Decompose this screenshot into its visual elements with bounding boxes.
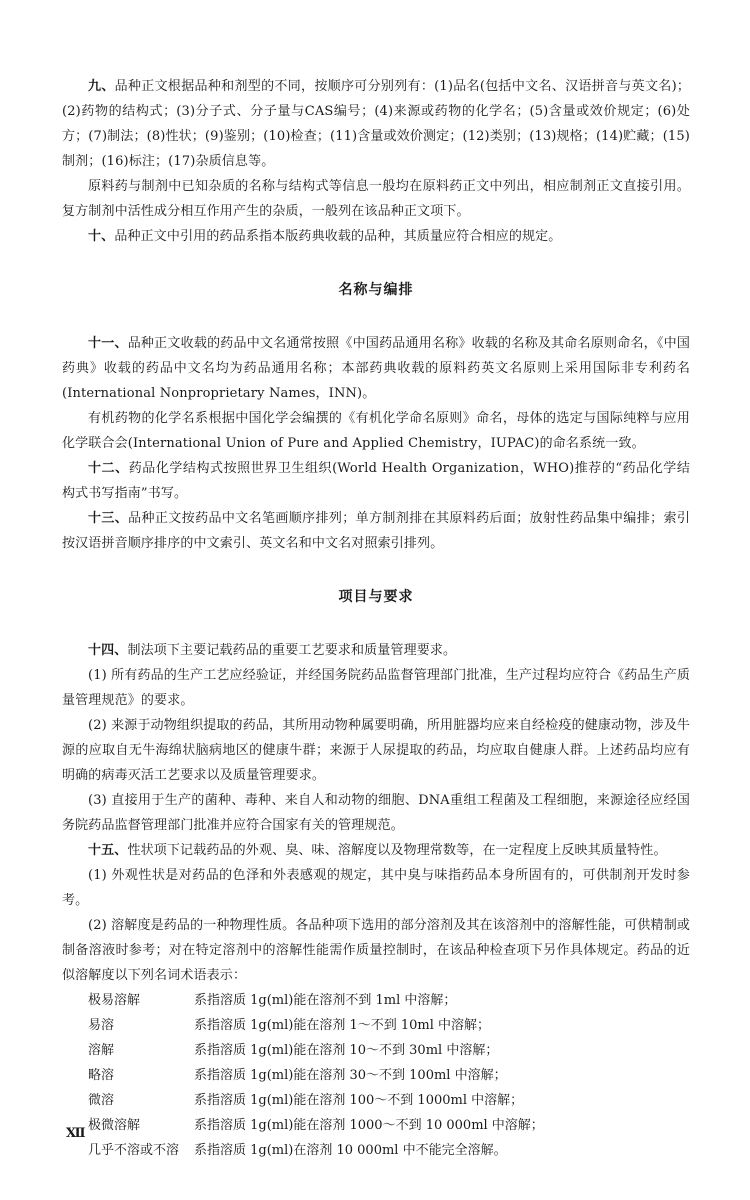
term-row [88, 1138, 690, 1163]
paragraph-impurity-info [62, 174, 690, 224]
paragraph-15 [62, 838, 690, 863]
term-row [88, 1113, 690, 1138]
paragraph-text: 品种正文收载的药品中文名通常按照《中国药品通用名称》收载的名称及其命名原则命名，《中国药典》收载的药品中文名均为药品通用名称；本部药典收载的原料药英文名原则上采用国际非专利药名(International Nonproprietary Names，INN)。 [62, 336, 691, 401]
paragraph-13 [62, 506, 690, 556]
term-description: 系指溶质 1g(ml)能在溶剂不到 1ml 中溶解； [194, 993, 457, 1008]
term-label: 略溶 [88, 1068, 115, 1083]
term-label: 易溶 [88, 1018, 115, 1033]
paragraph-text: 性状项下记载药品的外观、臭、味、溶解度以及物理常数等，在一定程度上反映其质量特性。 [127, 843, 667, 858]
clause-number: 十四、 [88, 643, 128, 658]
paragraph-14 [62, 638, 690, 663]
term-description: 系指溶质 1g(ml)能在溶剂 1000～不到 10 000ml 中溶解； [194, 1118, 544, 1133]
paragraph-15-item-2 [62, 913, 690, 988]
term-description: 系指溶质 1g(ml)能在溶剂 100～不到 1000ml 中溶解； [194, 1093, 524, 1108]
term-row [88, 988, 690, 1013]
paragraph-text: (2) 溶解度是药品的一种物理性质。各品种项下选用的部分溶剂及其在该溶剂中的溶解性能，可供精制或制备溶液时参考；对在特定溶剂中的溶解性能需作质量控制时，在该品种检查项下另作具体规定。药品的近似溶解度以下列名词术语表示： [62, 918, 690, 983]
paragraph-9 [62, 74, 690, 174]
paragraph-text: 原料药与制剂中已知杂质的名称与结构式等信息一般均在原料药正文中列出，相应制剂正文直接引用。复方制剂中活性成分相互作用产生的杂质，一般列在该品种正文项下。 [62, 179, 690, 219]
clause-number: 十一、 [88, 336, 128, 351]
term-row [88, 1088, 690, 1113]
term-label: 极易溶解 [88, 993, 141, 1008]
term-row [88, 1063, 690, 1088]
paragraph-14-item-3 [62, 788, 690, 838]
paragraph-12 [62, 456, 690, 506]
term-row [88, 1038, 690, 1063]
clause-number: 十二、 [88, 461, 129, 476]
paragraph-15-item-1 [62, 863, 690, 913]
paragraph-text: (3) 直接用于生产的菌种、毒种、来自人和动物的细胞、DNA重组工程菌及工程细胞，来源途径应经国务院药品监督管理部门批准并应符合国家有关的管理规范。 [62, 793, 690, 833]
paragraph-text: 药品化学结构式按照世界卫生组织(World Health Organization，WHO)推荐的“药品化学结构式书写指南”书写。 [62, 461, 690, 501]
paragraph-text: 品种正文根据品种和剂型的不同，按顺序可分别列有：(1)品名(包括中文名、汉语拼音与英文名)；(2)药物的结构式；(3)分子式、分子量与CAS编号；(4)来源或药物的化学名；(5)含量或效价规定；(6)处方；(7)制法；(8)性状；(9)鉴别；(10)检查；(11)含量或效价测定；(12)类别；(13)规格；(14)贮藏；(15)制剂；(16)标注；(17)杂质信息等。 [62, 79, 690, 169]
term-description: 系指溶质 1g(ml)能在溶剂 10～不到 30ml 中溶解； [194, 1043, 499, 1058]
section-heading-requirements: 项目与要求 [338, 589, 414, 605]
term-label: 极微溶解 [88, 1118, 141, 1133]
term-description: 系指溶质 1g(ml)能在溶剂 1～不到 10ml 中溶解； [194, 1018, 491, 1033]
section-heading-naming: 名称与编排 [338, 282, 414, 298]
clause-number: 十、 [88, 229, 115, 244]
term-label: 微溶 [88, 1093, 115, 1108]
paragraph-text: 品种正文按药品中文名笔画顺序排列；单方制剂排在其原料药后面；放射性药品集中编排；索引按汉语拼音顺序排序的中文索引、英文名和中文名对照索引排列。 [62, 511, 690, 551]
paragraph-text: (1) 外观性状是对药品的色泽和外表感观的规定，其中臭与味指药品本身所固有的，可供制剂开发时参考。 [62, 868, 690, 908]
paragraph-14-item-2 [62, 713, 690, 788]
paragraph-10 [62, 224, 690, 249]
term-row [88, 1013, 690, 1038]
clause-number: 十五、 [88, 843, 128, 858]
page-content [62, 74, 690, 1163]
page-number: Ⅻ [66, 1126, 86, 1141]
term-description: 系指溶质 1g(ml)在溶剂 10 000ml 中不能完全溶解。 [194, 1143, 507, 1158]
clause-number: 九、 [88, 79, 115, 94]
clause-number: 十三、 [88, 511, 129, 526]
paragraph-14-item-1 [62, 663, 690, 713]
term-label: 溶解 [88, 1043, 115, 1058]
paragraph-chemical-name [62, 406, 690, 456]
paragraph-text: (2) 来源于动物组织提取的药品，其所用动物种属要明确，所用脏器均应来自经检疫的健康动物，涉及牛源的应取自无牛海绵状脑病地区的健康牛群；来源于人尿提取的药品，均应取自健康人群。上述药品均应有明确的病毒灭活工艺要求以及质量管理要求。 [62, 718, 690, 783]
paragraph-11 [62, 331, 690, 406]
term-label: 几乎不溶或不溶 [88, 1143, 180, 1158]
term-description: 系指溶质 1g(ml)能在溶剂 30～不到 100ml 中溶解； [194, 1068, 507, 1083]
paragraph-text: 有机药物的化学名系根据中国化学会编撰的《有机化学命名原则》命名，母体的选定与国际纯粹与应用化学联合会(International Union of Pure and Applied Chemistry，IUPAC)的命名系统一致。 [62, 411, 690, 451]
paragraph-text: 品种正文中引用的药品系指本版药典收载的品种，其质量应符合相应的规定。 [114, 229, 562, 244]
solubility-terms-table [88, 988, 690, 1163]
paragraph-text: (1) 所有药品的生产工艺应经验证，并经国务院药品监督管理部门批准，生产过程均应符合《药品生产质量管理规范》的要求。 [62, 668, 690, 708]
paragraph-text: 制法项下主要记载药品的重要工艺要求和质量管理要求。 [127, 643, 457, 658]
